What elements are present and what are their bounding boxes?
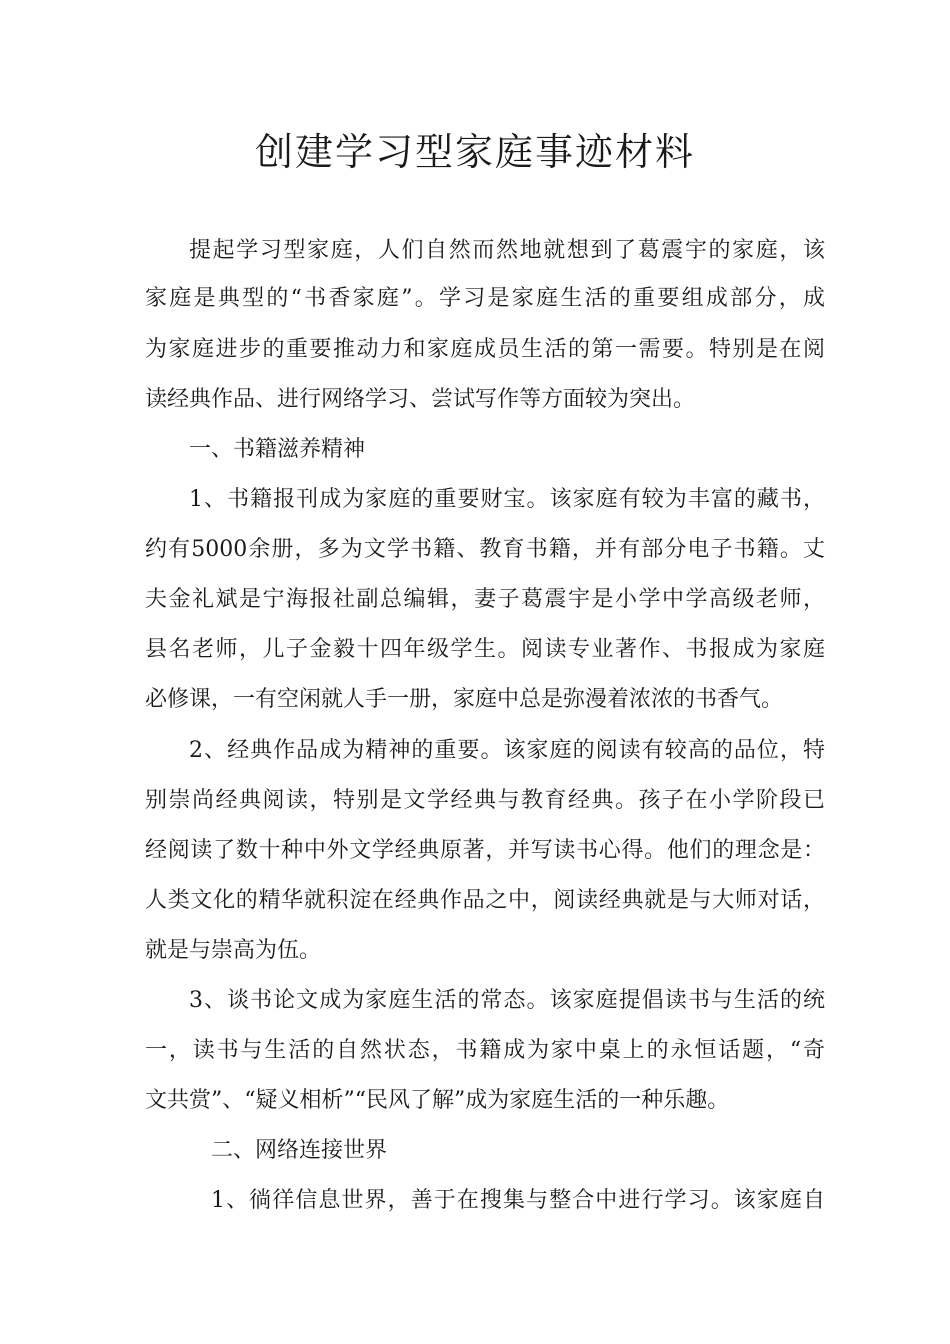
paragraph-line: 约有5000余册，多为文学书籍、教育书籍，并有部分电子书籍。丈 bbox=[145, 537, 825, 562]
section-heading: 一、书籍滋养精神 bbox=[189, 437, 366, 462]
paragraph-line: 1、徜徉信息世界，善于在搜集与整合中进行学习。该家庭自 bbox=[211, 1188, 825, 1213]
paragraph-line: 一，读书与生活的自然状态，书籍成为家中桌上的永恒话题，“奇 bbox=[145, 1038, 825, 1063]
paragraph-line: 文共赏”、“疑义相析”“民风了解”成为家庭生活的一种乐趣。 bbox=[145, 1088, 730, 1113]
paragraph-line: 经阅读了数十种中外文学经典原著，并写读书心得。他们的理念是： bbox=[145, 838, 825, 863]
paragraph-line: 夫金礼斌是宁海报社副总编辑，妻子葛震宇是小学中学高级老师， bbox=[145, 587, 825, 612]
document-title: 创建学习型家庭事迹材料 bbox=[254, 130, 695, 174]
paragraph-line: 必修课，一有空闲就人手一册，家庭中总是弥漫着浓浓的书香气。 bbox=[145, 687, 784, 712]
section-heading: 二、网络连接世界 bbox=[211, 1138, 388, 1163]
paragraph-line: 县名老师，儿子金毅十四年级学生。阅读专业著作、书报成为家庭 bbox=[145, 637, 825, 662]
paragraph-line: 就是与崇高为伍。 bbox=[145, 938, 322, 963]
paragraph-line: 读经典作品、进行网络学习、尝试写作等方面较为突出。 bbox=[145, 387, 696, 412]
paragraph-line: 别崇尚经典阅读，特别是文学经典与教育经典。孩子在小学阶段已 bbox=[145, 788, 825, 813]
paragraph-line: 人类文化的精华就积淀在经典作品之中，阅读经典就是与大师对话， bbox=[145, 888, 825, 913]
paragraph-line: 提起学习型家庭，人们自然而然地就想到了葛震宇的家庭，该 bbox=[189, 238, 825, 263]
paragraph-line: 为家庭进步的重要推动力和家庭成员生活的第一需要。特别是在阅 bbox=[145, 337, 825, 362]
paragraph-line: 2、经典作品成为精神的重要。该家庭的阅读有较高的品位，特 bbox=[189, 738, 825, 763]
paragraph-line: 3、谈书论文成为家庭生活的常态。该家庭提倡读书与生活的统 bbox=[189, 988, 825, 1013]
paragraph-line: 家庭是典型的“书香家庭”。学习是家庭生活的重要组成部分，成 bbox=[145, 286, 825, 311]
paragraph-line: 1、书籍报刊成为家庭的重要财宝。该家庭有较为丰富的藏书， bbox=[189, 487, 825, 512]
